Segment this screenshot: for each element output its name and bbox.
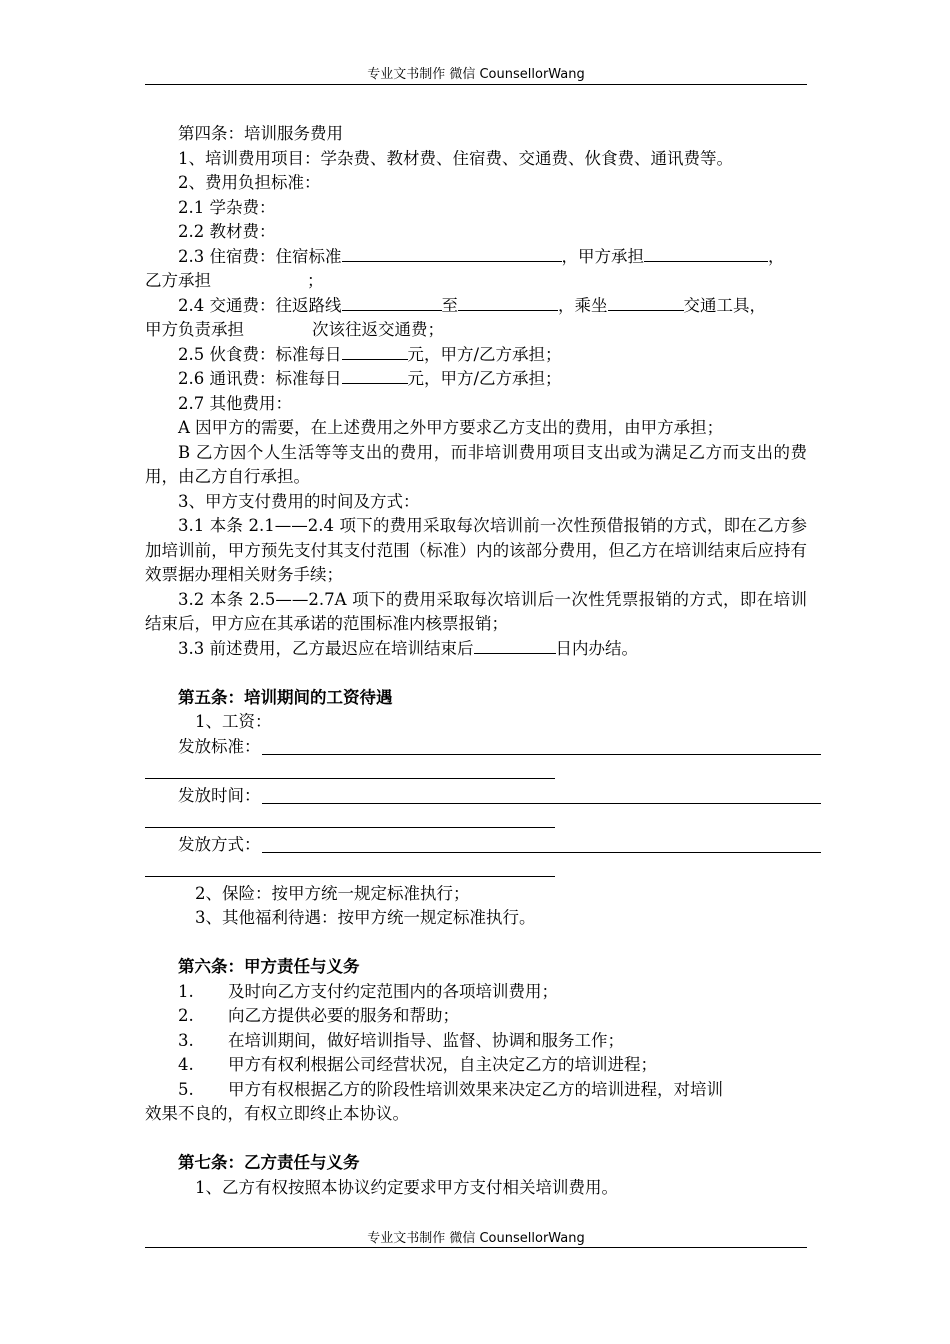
blank-field[interactable] bbox=[342, 245, 562, 262]
art4-item-3: 3、甲方支付费用的时间及方式： bbox=[178, 491, 420, 511]
art4-item-2-4: 2.4 交通费：往返路线 至 ，乘坐 交通工具， bbox=[178, 295, 766, 315]
document-body bbox=[145, 122, 807, 1200]
art6-item-2: 2. 向乙方提供必要的服务和帮助； bbox=[178, 1006, 459, 1025]
pay-time-label: 发放时间： bbox=[178, 785, 261, 805]
art4-item-2-1: 2.1 学杂费： bbox=[178, 197, 276, 217]
article-6-title: 第六条：甲方责任与义务 bbox=[178, 957, 360, 976]
art6-item-3: 3. 在培训期间，做好培训指导、监督、协调和服务工作； bbox=[178, 1030, 624, 1050]
art4-item-2-5: 2.5 伙食费：标准每日 元，甲方/乙方承担； bbox=[178, 344, 562, 364]
blank-field[interactable] bbox=[342, 294, 442, 311]
pay-time-field-cont[interactable] bbox=[145, 808, 807, 833]
pay-standard-field[interactable] bbox=[145, 735, 807, 760]
article-4-title: 第四条：培训服务费用 bbox=[178, 124, 343, 143]
art7-item-1: 1、乙方有权按照本协议约定要求甲方支付相关培训费用。 bbox=[195, 1177, 618, 1197]
pay-method-field-cont[interactable] bbox=[145, 857, 807, 882]
art4-item-2: 2、费用负担标准： bbox=[178, 173, 321, 192]
blank-field[interactable] bbox=[608, 294, 684, 311]
art6-item-4: 4. 甲方有权利根据公司经营状况，自主决定乙方的培训进程； bbox=[178, 1055, 657, 1074]
article-5-title: 第五条：培训期间的工资待遇 bbox=[178, 687, 393, 707]
blank-field[interactable] bbox=[474, 637, 556, 654]
page-header: 专业文书制作 微信 CounsellorWang bbox=[367, 67, 585, 82]
art4-item-2-2: 2.2 教材费： bbox=[178, 222, 276, 241]
art4-item-A: A 因甲方的需要，在上述费用之外甲方要求乙方支出的费用，由甲方承担； bbox=[178, 418, 724, 437]
header-rule bbox=[145, 84, 807, 85]
art4-item-2-3-cont: 乙方承担 ； bbox=[145, 271, 324, 290]
art6-item-1: 1. 及时向乙方支付约定范围内的各项培训费用； bbox=[178, 981, 558, 1001]
art5-item-1: 1、工资： bbox=[195, 712, 272, 731]
pay-standard-label: 发放标准： bbox=[178, 736, 261, 756]
pay-method-label: 发放方式： bbox=[178, 834, 261, 854]
art4-item-3-2: 3.2 本条 2.5——2.7A 项下的费用采取每次培训后一次性凭票报销的方式，即在培训结束后，甲方应在其承诺的范围标准内核票报销； bbox=[145, 589, 807, 633]
blank-field[interactable] bbox=[644, 245, 768, 262]
blank-field[interactable] bbox=[342, 367, 408, 384]
pay-standard-field-cont[interactable] bbox=[145, 759, 807, 784]
article-7-title: 第七条：乙方责任与义务 bbox=[178, 1153, 360, 1172]
footer-rule bbox=[145, 1247, 807, 1248]
blank-field[interactable] bbox=[458, 294, 558, 311]
art6-item-5-cont: 效果不良的，有权立即终止本协议。 bbox=[145, 1104, 409, 1123]
blank-field[interactable] bbox=[342, 343, 408, 360]
art5-item-2: 2、保险：按甲方统一规定标准执行； bbox=[195, 883, 470, 903]
page-footer: 专业文书制作 微信 CounsellorWang bbox=[367, 1231, 585, 1246]
pay-time-field[interactable] bbox=[145, 784, 807, 809]
art4-item-3-3: 3.3 前述费用，乙方最迟应在培训结束后 日内办结。 bbox=[178, 638, 638, 658]
pay-method-field[interactable] bbox=[145, 833, 807, 858]
art5-item-3: 3、其他福利待遇：按甲方统一规定标准执行。 bbox=[195, 908, 536, 927]
art4-item-B: B 乙方因个人生活等等支出的费用，而非培训费用项目支出或为满足乙方而支出的费用，由乙方自行承担。 bbox=[145, 442, 807, 486]
art4-item-2-7: 2.7 其他费用： bbox=[178, 393, 292, 413]
art4-item-2-4-cont: 甲方负责承担 次该往返交通费； bbox=[145, 320, 444, 339]
art6-item-5: 5. 甲方有权根据乙方的阶段性培训效果来决定乙方的培训进程，对培训 bbox=[178, 1079, 723, 1099]
art4-item-2-3: 2.3 住宿费：住宿标准 ，甲方承担 ， bbox=[178, 246, 785, 266]
art4-item-2-6: 2.6 通讯费：标准每日 元，甲方/乙方承担； bbox=[178, 369, 562, 388]
art4-item-1: 1、培训费用项目：学杂费、教材费、住宿费、交通费、伙食费、通讯费等。 bbox=[178, 148, 733, 168]
art4-item-3-1: 3.1 本条 2.1——2.4 项下的费用采取每次培训前一次性预借报销的方式，即在乙方参加培训前，甲方预先支付其支付范围（标准）内的该部分费用，但乙方在培训结束后应持有效票据办理相关财务手续； bbox=[145, 516, 807, 584]
